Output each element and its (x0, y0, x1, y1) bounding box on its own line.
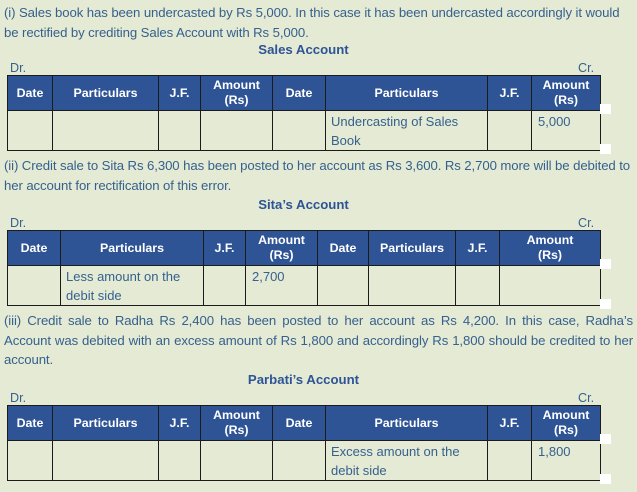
cell-amount-debit: 2,700 (246, 266, 318, 306)
cell-date-debit (8, 441, 53, 481)
table-row (8, 266, 601, 306)
table-row (8, 111, 601, 151)
debit-label-table-2: Dr. (10, 216, 27, 230)
paragraph-ii: (ii) Credit sale to Sita Rs 6,300 has been posted to her account as Rs 3,600. Rs 2,700 more will be debited to her account for rectification of this error. (4, 158, 631, 193)
account-title-parbati: Parbati’s Account (247, 372, 360, 387)
cell-jf-debit (159, 441, 201, 481)
column-header-particulars-credit: Particulars (326, 76, 488, 111)
amount-header-line-1: Amount (258, 233, 305, 247)
column-header-jf-credit: J.F. (488, 406, 532, 441)
cell-amount-debit (201, 441, 273, 481)
column-header-jf-debit: J.F. (159, 406, 201, 441)
paragraph-iii: (iii) Credit sale to Radha Rs 2,400 has been posted to her account as Rs 4,200. In this case, Radha’s Account was debited with an excess amount of Rs 1,800 and accordingly Rs 1,800 should be credited to her account. (4, 313, 633, 367)
cell-jf-debit (204, 266, 246, 306)
ledger-table-sales-account (7, 75, 601, 151)
page-artifact-notch (600, 474, 611, 484)
cell-amount-credit (500, 266, 601, 306)
column-header-particulars-debit: Particulars (61, 231, 204, 266)
debit-label-table-3: Dr. (10, 391, 27, 405)
column-header-particulars-debit: Particulars (53, 406, 159, 441)
page-artifact-notch (600, 104, 611, 114)
amount-header-line-2: (Rs) (224, 93, 249, 107)
amount-header-line-1: Amount (526, 233, 574, 247)
page-artifact-notch (600, 144, 611, 154)
cell-jf-credit (456, 266, 500, 306)
column-header-amount-debit (201, 76, 273, 111)
table-header-row (8, 76, 601, 111)
column-header-jf-debit: J.F. (204, 231, 246, 266)
cell-particulars-debit (53, 441, 159, 481)
credit-label-table-1: Cr. (578, 61, 595, 75)
amount-header-line-2: (Rs) (553, 423, 579, 437)
cell-particulars-credit: Undercasting of Sales Book (326, 111, 488, 151)
cell-particulars-credit: Excess amount on the debit side (326, 441, 488, 481)
cell-jf-credit (488, 441, 532, 481)
column-header-date-credit: Date (273, 406, 326, 441)
ledger-table-parbati-account (7, 405, 601, 481)
amount-header-line-1: Amount (542, 78, 590, 92)
cell-date-credit (273, 441, 326, 481)
cell-date-debit (8, 266, 61, 306)
column-header-particulars-credit: Particulars (326, 406, 488, 441)
column-header-amount-debit (246, 231, 318, 266)
table-row (8, 441, 601, 481)
cell-date-debit (8, 111, 53, 151)
column-header-jf-debit: J.F. (159, 76, 201, 111)
page-artifact-notch (600, 299, 611, 309)
column-header-particulars-debit: Particulars (53, 76, 159, 111)
table-header-row (8, 231, 601, 266)
column-header-particulars-credit: Particulars (369, 231, 456, 266)
ledger-table-sita-account (7, 230, 601, 306)
account-title-sales: Sales Account (258, 42, 349, 57)
page-artifact-notch (600, 434, 611, 444)
amount-header-line-2: (Rs) (553, 93, 579, 107)
debit-label-table-1: Dr. (10, 61, 27, 75)
paragraph-i: (i) Sales book has been undercasted by Rs 5,000. In this case it has been undercasted accordingly it would be rectified by crediting Sales Account with Rs 5,000. (4, 5, 620, 40)
cell-amount-credit: 5,000 (532, 111, 601, 151)
column-header-date-debit: Date (8, 76, 53, 111)
cell-jf-debit (159, 111, 201, 151)
amount-header-line-1: Amount (542, 408, 590, 422)
cell-amount-debit (201, 111, 273, 151)
amount-header-line-2: (Rs) (224, 423, 249, 437)
account-title-sita: Sita’s Account (258, 197, 349, 212)
amount-header-line-1: Amount (213, 408, 260, 422)
column-header-date-credit: Date (318, 231, 369, 266)
table-header-row (8, 406, 601, 441)
amount-header-line-2: (Rs) (537, 248, 563, 262)
cell-date-credit (273, 111, 326, 151)
cell-particulars-debit (53, 111, 159, 151)
cell-particulars-debit: Less amount on the debit side (61, 266, 204, 306)
cell-amount-credit: 1,800 (532, 441, 601, 481)
column-header-date-credit: Date (273, 76, 326, 111)
cell-particulars-credit (369, 266, 456, 306)
cell-date-credit (318, 266, 369, 306)
column-header-jf-credit: J.F. (456, 231, 500, 266)
credit-label-table-3: Cr. (578, 391, 595, 405)
column-header-amount-credit (500, 231, 601, 266)
amount-header-line-1: Amount (213, 78, 260, 92)
page-artifact-notch (600, 259, 611, 269)
column-header-jf-credit: J.F. (488, 76, 532, 111)
cell-jf-credit (488, 111, 532, 151)
column-header-date-debit: Date (8, 231, 61, 266)
amount-header-line-2: (Rs) (269, 248, 294, 262)
column-header-amount-credit (532, 76, 601, 111)
column-header-amount-credit (532, 406, 601, 441)
column-header-date-debit: Date (8, 406, 53, 441)
column-header-amount-debit (201, 406, 273, 441)
credit-label-table-2: Cr. (578, 216, 595, 230)
